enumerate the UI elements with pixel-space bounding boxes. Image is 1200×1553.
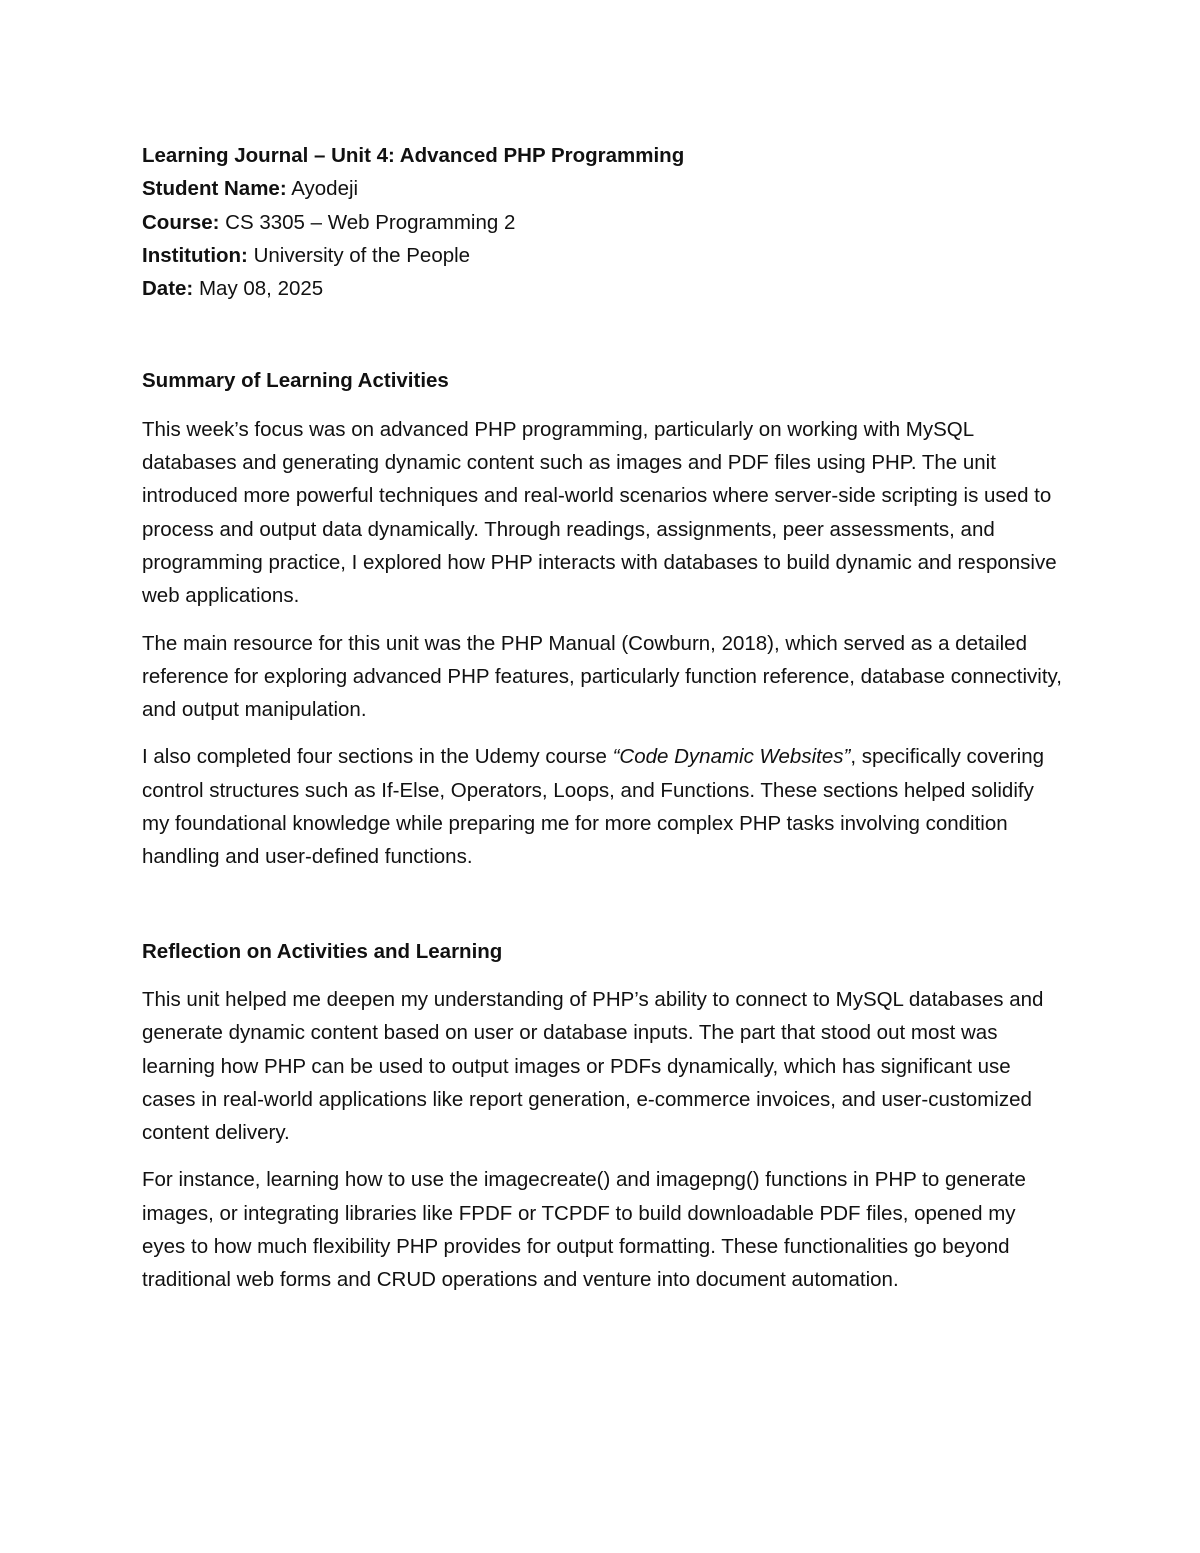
summary-paragraph-3-start: I also completed four sections in the Udemy course (142, 745, 613, 769)
course-value: CS 3305 – Web Programming 2 (219, 210, 516, 234)
summary-paragraph-3 (142, 740, 1062, 873)
reflection-heading: Reflection on Activities and Learning (142, 939, 503, 963)
summary-paragraph-1: This week’s focus was on advanced PHP programming, particularly on working with MySQL databases and generating dynamic content such as images and PDF files using PHP. The unit introduced more powerful techniques and real-world scenarios where server-side scripting is used to process and output data dynamically. Through readings, assignments, peer assessments, and programming practice, I explored how PHP interacts with databases to build dynamic and responsive web applications. (142, 417, 1057, 608)
institution-line (142, 239, 1062, 272)
course-line (142, 206, 1062, 239)
institution-label: Institution: (142, 243, 248, 267)
summary-heading: Summary of Learning Activities (142, 369, 449, 393)
summary-paragraph-3-end: , specifically covering control structures such as If-Else, Operators, Loops, and Functions. These sections helped solidify my foundational knowledge while preparing me for more complex PHP tasks involving condition handling and user-defined functions. (142, 745, 1045, 869)
student-name-label: Student Name: (142, 177, 287, 201)
document-title: Learning Journal – Unit 4: Advanced PHP Programming (142, 144, 685, 167)
course-label: Course: (142, 210, 220, 234)
summary-section (142, 364, 1062, 873)
date-label: Date: (142, 277, 194, 301)
document-content (142, 139, 1062, 1297)
reflection-section (142, 935, 1062, 1297)
student-name-line (142, 172, 1062, 205)
course-title-italic: “Code Dynamic Websites” (612, 745, 851, 769)
reflection-paragraph-1: This unit helped me deepen my understanding of PHP’s ability to connect to MySQL databases and generate dynamic content based on user or database inputs. The part that stood out most was learning how PHP can be used to output images or PDFs dynamically, which has significant use cases in real-world applications like report generation, e-commerce invoices, and user-customized content delivery. (142, 987, 1044, 1145)
summary-paragraph-2: The main resource for this unit was the PHP Manual (Cowburn, 2018), which served as a detailed reference for exploring advanced PHP features, particularly function reference, database connectivity, and output manipulation. (142, 631, 1062, 722)
date-line (142, 272, 1062, 305)
reflection-paragraph-2: For instance, learning how to use the imagecreate() and imagepng() functions in PHP to generate images, or integrating libraries like FPDF or TCPDF to build downloadable PDF files, opened my eyes to how much flexibility PHP provides for output formatting. These functionalities go beyond traditional web forms and CRUD operations and venture into document automation. (142, 1168, 1026, 1292)
institution-value: University of the People (247, 243, 471, 267)
date-value: May 08, 2025 (193, 277, 324, 301)
student-name-value: Ayodeji (286, 177, 359, 201)
header-block (142, 139, 1062, 305)
